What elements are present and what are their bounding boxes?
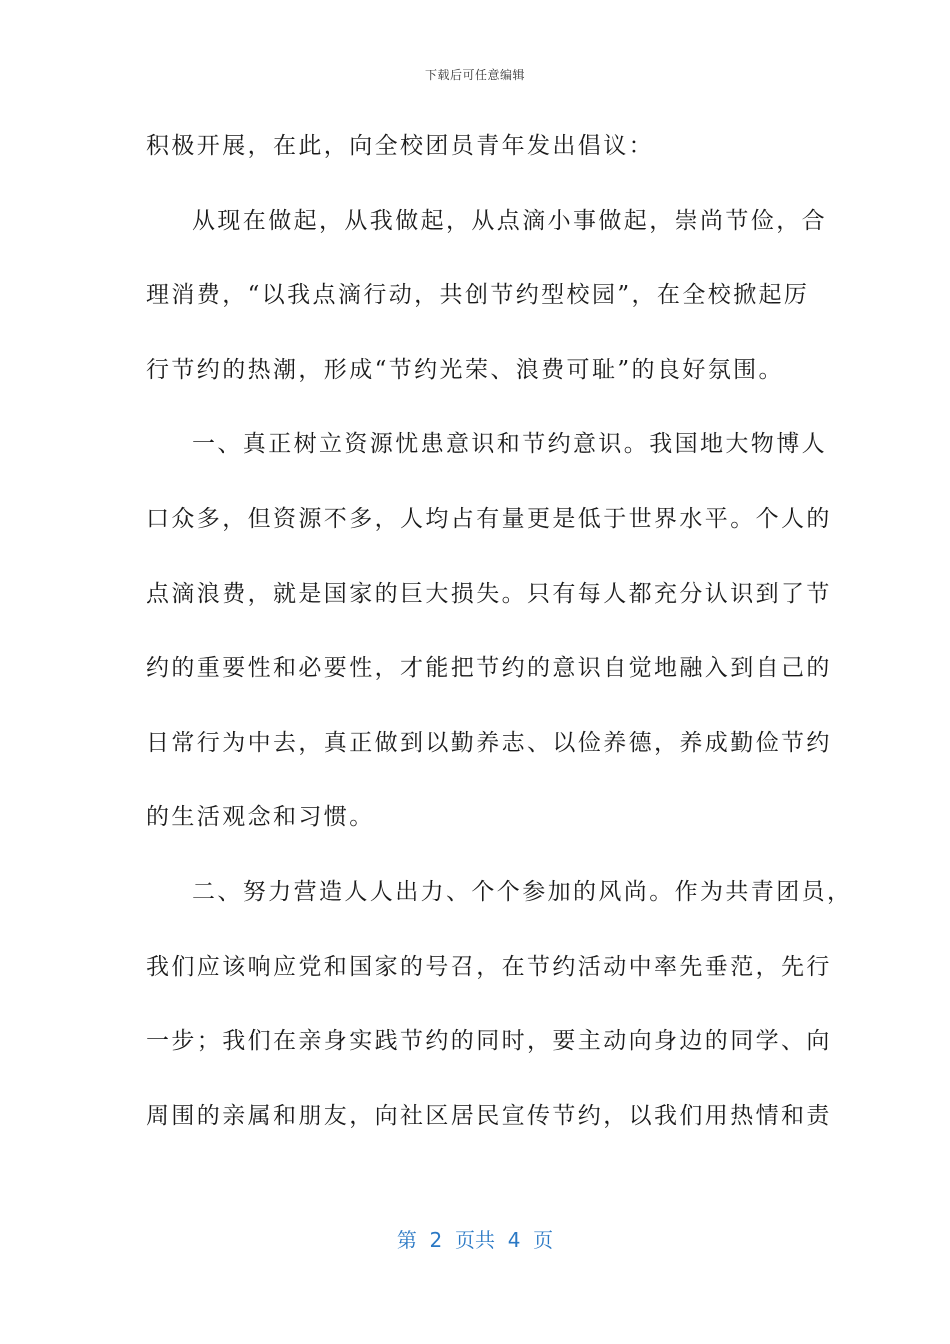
text-line-13: 一步；我们在亲身实践节约的同时，要主动向身边的同学、向: [146, 1028, 832, 1055]
text-line-8: 约的重要性和必要性，才能把节约的意识自觉地融入到自己的: [146, 655, 832, 682]
text-line-10: 的生活观念和习惯。: [146, 804, 375, 831]
text-line-12: 我们应该响应党和国家的号召，在节约活动中率先垂范，先行: [146, 953, 832, 980]
text-line-1: 积极开展，在此，向全校团员青年发出倡议：: [146, 133, 654, 159]
text-line-4: 行节约的热潮，形成“节约光荣、浪费可耻”的良好氛围。: [146, 356, 784, 383]
text-line-9: 日常行为中去，真正做到以勤养志、以俭养德，养成勤俭节约: [146, 729, 832, 756]
text-line-2: 从现在做起，从我做起，从点滴小事做起，崇尚节俭，合: [192, 207, 827, 234]
page-number: 第 2 页共 4 页: [396, 1228, 554, 1252]
text-line-3: 理消费，“以我点滴行动，共创节约型校园”，在全校掀起厉: [146, 282, 810, 309]
text-line-11: 二、努力营造人人出力、个个参加的风尚。作为共青团员，: [192, 878, 853, 905]
download-note: 下载后可任意编辑: [424, 68, 525, 82]
text-line-7: 点滴浪费，就是国家的巨大损失。只有每人都充分认识到了节: [146, 580, 832, 607]
text-line-14: 周围的亲属和朋友，向社区居民宣传节约，以我们用热情和责: [146, 1102, 832, 1129]
text-line-5: 一、真正树立资源忧患意识和节约意识。我国地大物博人: [192, 431, 827, 458]
document-body: [146, 118, 853, 1162]
text-line-6: 口众多，但资源不多，人均占有量更是低于世界水平。个人的: [146, 505, 832, 532]
